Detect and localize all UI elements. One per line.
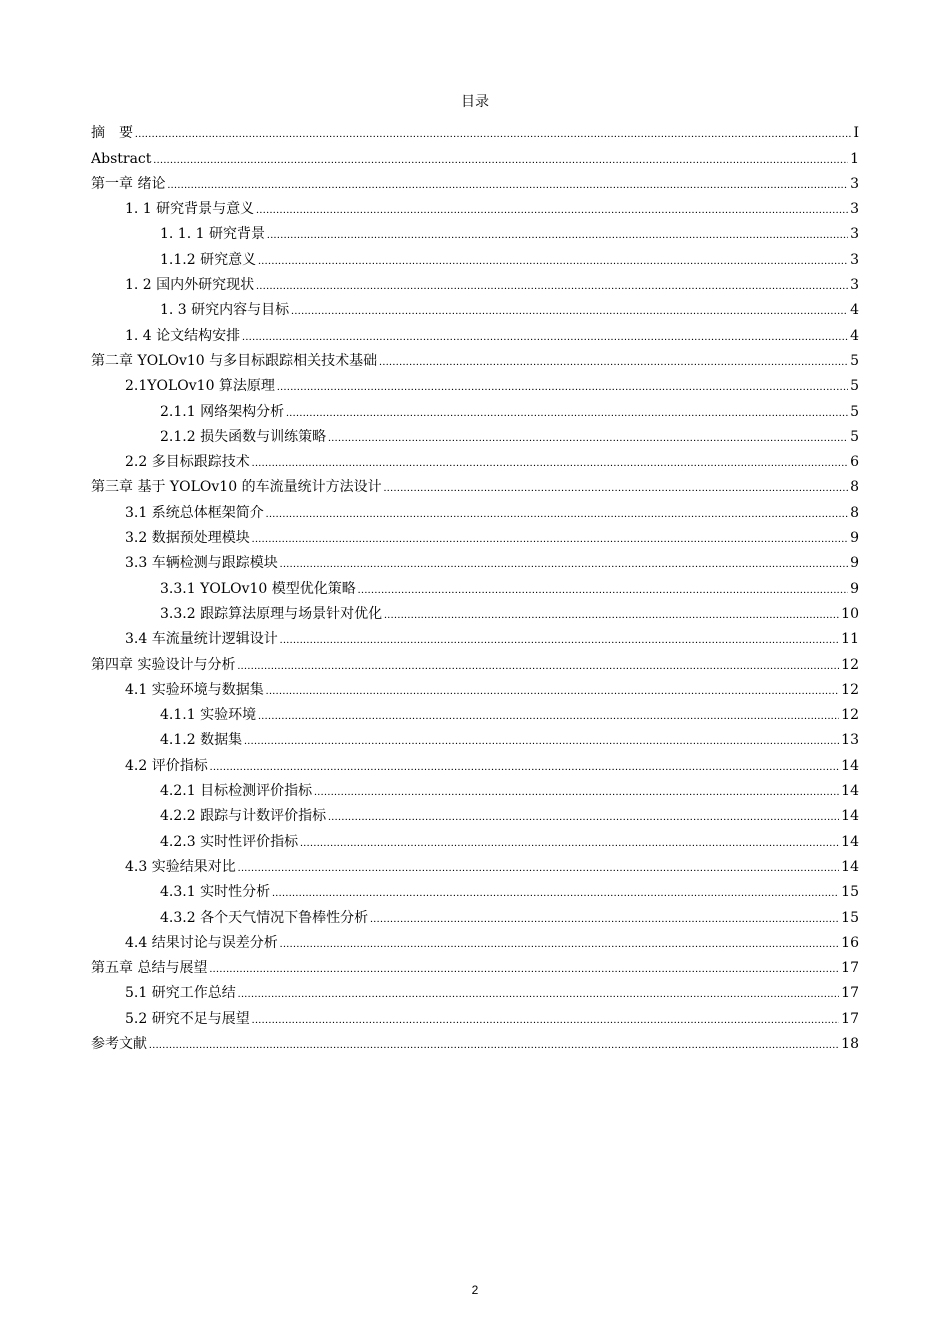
toc-entry[interactable] bbox=[91, 876, 859, 901]
toc-entry-label: 1. 1. 1 研究背景 bbox=[160, 226, 265, 243]
toc-entry-label: 4.1 实验环境与数据集 bbox=[125, 681, 264, 698]
dot-leader bbox=[256, 278, 848, 294]
dot-leader bbox=[252, 455, 848, 471]
toc-entry[interactable] bbox=[91, 1028, 859, 1053]
toc-entry-label: 4.3 实验结果对比 bbox=[125, 858, 236, 875]
toc-entry[interactable] bbox=[91, 851, 859, 876]
toc-entry-page: 9 bbox=[850, 580, 859, 597]
toc-entry[interactable] bbox=[91, 800, 859, 825]
dot-leader bbox=[328, 430, 848, 446]
dot-leader bbox=[300, 835, 839, 851]
toc-entry-page: 10 bbox=[841, 605, 859, 622]
toc-entry-page: 14 bbox=[841, 783, 859, 800]
toc-entry-label: 2.1.2 损失函数与训练策略 bbox=[160, 428, 327, 445]
toc-entry[interactable] bbox=[91, 370, 859, 395]
toc-entry-label: 4.2 评价指标 bbox=[125, 757, 208, 774]
toc-entry-page: 5 bbox=[850, 378, 859, 395]
toc-entry-label: 4.1.1 实验环境 bbox=[160, 707, 257, 724]
toc-entry[interactable] bbox=[91, 1002, 859, 1027]
toc-entry[interactable] bbox=[91, 952, 859, 977]
toc-entry-page: 6 bbox=[850, 454, 859, 471]
dot-leader bbox=[384, 480, 849, 496]
toc-entry-label: 1. 2 国内外研究现状 bbox=[125, 277, 255, 294]
dot-leader bbox=[153, 152, 848, 168]
dot-leader bbox=[242, 329, 848, 345]
toc-entry[interactable] bbox=[91, 825, 859, 850]
toc-entry-label: 4.1.2 数据集 bbox=[160, 732, 243, 749]
toc-entry-page: 3 bbox=[850, 201, 859, 218]
dot-leader bbox=[280, 556, 848, 572]
toc-entry-label: 2.1.1 网络架构分析 bbox=[160, 403, 285, 420]
toc-entry-label: 1. 1 研究背景与意义 bbox=[125, 201, 255, 218]
toc-entry-label: 3.4 车流量统计逻辑设计 bbox=[125, 631, 278, 648]
toc-entry-page: 3 bbox=[850, 175, 859, 192]
toc-entry[interactable] bbox=[91, 218, 859, 243]
toc-entry-label: 摘 要 bbox=[91, 125, 133, 142]
toc-entry-label: 4.2.3 实时性评价指标 bbox=[160, 833, 299, 850]
toc-entry-page: 12 bbox=[841, 681, 859, 698]
dot-leader bbox=[328, 809, 839, 825]
toc-entry-page: 3 bbox=[850, 226, 859, 243]
toc-entry-label: 第二章 YOLOv10 与多目标跟踪相关技术基础 bbox=[91, 352, 378, 369]
dot-leader bbox=[267, 227, 848, 243]
dot-leader bbox=[209, 961, 839, 977]
toc-entry-label: 3.3.2 跟踪算法原理与场景针对优化 bbox=[160, 605, 383, 622]
toc-entry[interactable] bbox=[91, 243, 859, 268]
toc-entry-page: 18 bbox=[841, 1035, 859, 1052]
toc-entry-label: 1. 4 论文结构安排 bbox=[125, 327, 241, 344]
dot-leader bbox=[237, 658, 839, 674]
dot-leader bbox=[210, 759, 839, 775]
dot-leader bbox=[266, 683, 839, 699]
dot-leader bbox=[291, 303, 848, 319]
toc-entry-page: I bbox=[853, 125, 859, 142]
toc-entry[interactable] bbox=[91, 421, 859, 446]
dot-leader bbox=[286, 405, 848, 421]
table-of-contents bbox=[91, 117, 859, 1053]
toc-entry-page: 5 bbox=[850, 428, 859, 445]
dot-leader bbox=[244, 733, 839, 749]
dot-leader bbox=[238, 860, 839, 876]
toc-entry-page: 14 bbox=[841, 808, 859, 825]
dot-leader bbox=[149, 1037, 839, 1053]
dot-leader bbox=[252, 1012, 839, 1028]
toc-entry-page: 17 bbox=[841, 985, 859, 1002]
toc-entry-label: 1.1.2 研究意义 bbox=[160, 251, 257, 268]
toc-entry-page: 12 bbox=[841, 707, 859, 724]
toc-entry-label: 3.1 系统总体框架简介 bbox=[125, 504, 264, 521]
toc-entry[interactable] bbox=[91, 749, 859, 774]
toc-entry[interactable] bbox=[91, 117, 859, 142]
toc-entry[interactable] bbox=[91, 269, 859, 294]
toc-entry-label: 第三章 基于 YOLOv10 的车流量统计方法设计 bbox=[91, 479, 382, 496]
toc-entry-label: 3.3.1 YOLOv10 模型优化策略 bbox=[160, 580, 356, 597]
toc-entry[interactable] bbox=[91, 446, 859, 471]
dot-leader bbox=[379, 354, 848, 370]
toc-entry-label: 5.2 研究不足与展望 bbox=[125, 1010, 250, 1027]
toc-entry[interactable] bbox=[91, 547, 859, 572]
toc-entry-page: 4 bbox=[850, 327, 859, 344]
toc-entry-page: 17 bbox=[841, 1010, 859, 1027]
toc-entry[interactable] bbox=[91, 395, 859, 420]
toc-entry[interactable] bbox=[91, 142, 859, 167]
toc-entry-page: 17 bbox=[841, 960, 859, 977]
toc-entry-label: 4.4 结果讨论与误差分析 bbox=[125, 934, 278, 951]
toc-entry[interactable] bbox=[91, 572, 859, 597]
dot-leader bbox=[280, 632, 839, 648]
toc-entry-page: 11 bbox=[841, 631, 859, 648]
toc-entry-label: 1. 3 研究内容与目标 bbox=[160, 302, 290, 319]
toc-entry-label: 3.3 车辆检测与跟踪模块 bbox=[125, 555, 278, 572]
toc-entry[interactable] bbox=[91, 901, 859, 926]
toc-entry-label: 2.1YOLOv10 算法原理 bbox=[125, 378, 275, 395]
toc-title: 目录 bbox=[461, 94, 489, 110]
toc-entry[interactable] bbox=[91, 648, 859, 673]
toc-entry-page: 5 bbox=[850, 352, 859, 369]
toc-entry[interactable] bbox=[91, 319, 859, 344]
toc-entry[interactable] bbox=[91, 598, 859, 623]
toc-entry[interactable] bbox=[91, 699, 859, 724]
toc-entry-page: 16 bbox=[841, 934, 859, 951]
dot-leader bbox=[314, 784, 839, 800]
toc-entry-label: 4.2.2 跟踪与计数评价指标 bbox=[160, 808, 327, 825]
toc-entry[interactable] bbox=[91, 193, 859, 218]
toc-entry[interactable] bbox=[91, 294, 859, 319]
dot-leader bbox=[135, 126, 851, 142]
toc-entry-page: 13 bbox=[841, 732, 859, 749]
toc-entry[interactable] bbox=[91, 168, 859, 193]
dot-leader bbox=[280, 936, 839, 952]
toc-entry[interactable] bbox=[91, 927, 859, 952]
toc-entry-label: 5.1 研究工作总结 bbox=[125, 985, 236, 1002]
dot-leader bbox=[252, 531, 848, 547]
toc-entry[interactable] bbox=[91, 623, 859, 648]
dot-leader bbox=[258, 253, 848, 269]
toc-entry-page: 9 bbox=[850, 555, 859, 572]
toc-entry-label: 第五章 总结与展望 bbox=[91, 960, 208, 977]
dot-leader bbox=[256, 202, 848, 218]
page-number: 2 bbox=[471, 1283, 479, 1297]
toc-entry-page: 12 bbox=[841, 656, 859, 673]
toc-entry-page: 14 bbox=[841, 757, 859, 774]
toc-entry[interactable] bbox=[91, 775, 859, 800]
dot-leader bbox=[167, 177, 848, 193]
dot-leader bbox=[258, 708, 839, 724]
toc-entry[interactable] bbox=[91, 977, 859, 1002]
toc-entry-page: 8 bbox=[850, 479, 859, 496]
dot-leader bbox=[277, 379, 848, 395]
toc-entry-label: 第四章 实验设计与分析 bbox=[91, 656, 236, 673]
toc-entry-label: 参考文献 bbox=[91, 1035, 147, 1052]
toc-entry-page: 15 bbox=[841, 884, 859, 901]
toc-entry[interactable] bbox=[91, 674, 859, 699]
toc-entry-label: 4.3.1 实时性分析 bbox=[160, 884, 271, 901]
toc-entry-page: 9 bbox=[850, 530, 859, 547]
dot-leader bbox=[370, 911, 839, 927]
dot-leader bbox=[384, 607, 839, 623]
toc-entry-label: Abstract bbox=[91, 150, 152, 167]
toc-entry-page: 3 bbox=[850, 277, 859, 294]
toc-entry-label: 4.2.1 目标检测评价指标 bbox=[160, 783, 313, 800]
toc-entry[interactable] bbox=[91, 345, 859, 370]
dot-leader bbox=[358, 582, 848, 598]
toc-entry-page: 8 bbox=[850, 504, 859, 521]
toc-entry[interactable] bbox=[91, 496, 859, 521]
toc-entry-page: 15 bbox=[841, 909, 859, 926]
dot-leader bbox=[272, 885, 839, 901]
toc-entry[interactable] bbox=[91, 471, 859, 496]
toc-entry-page: 14 bbox=[841, 858, 859, 875]
toc-entry[interactable] bbox=[91, 522, 859, 547]
toc-entry-page: 3 bbox=[850, 251, 859, 268]
toc-entry[interactable] bbox=[91, 724, 859, 749]
toc-entry-page: 5 bbox=[850, 403, 859, 420]
dot-leader bbox=[238, 986, 839, 1002]
toc-entry-page: 4 bbox=[850, 302, 859, 319]
toc-entry-page: 14 bbox=[841, 833, 859, 850]
toc-entry-label: 2.2 多目标跟踪技术 bbox=[125, 454, 250, 471]
toc-entry-label: 第一章 绪论 bbox=[91, 175, 166, 192]
toc-entry-label: 4.3.2 各个天气情况下鲁棒性分析 bbox=[160, 909, 369, 926]
dot-leader bbox=[266, 506, 848, 522]
toc-entry-page: 1 bbox=[850, 150, 859, 167]
toc-entry-label: 3.2 数据预处理模块 bbox=[125, 530, 250, 547]
